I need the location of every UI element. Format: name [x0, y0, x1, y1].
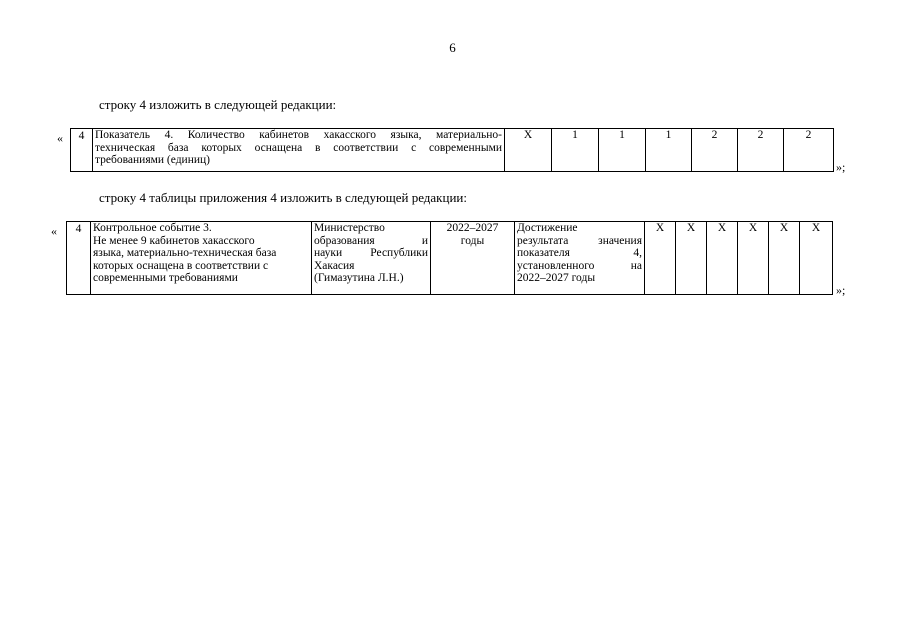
result-line: показателя 4, — [517, 247, 642, 259]
event-line: которых оснащена в соответствии с — [93, 259, 269, 272]
result-line: результата значения — [517, 234, 642, 247]
page-number: 6 — [449, 40, 456, 55]
executor-line: (Гимазутина Л.Н.) — [314, 272, 404, 284]
value-cell: 2 — [738, 129, 784, 172]
event-line: современными требованиями — [93, 272, 238, 284]
value-cell: 1 — [646, 129, 692, 172]
value-cell: 2 — [692, 129, 738, 172]
value-cell: Х — [707, 222, 738, 295]
executor-line: Хакасия — [314, 259, 355, 272]
value-cell: Х — [645, 222, 676, 295]
indicator-table — [70, 128, 834, 172]
closing-quote: »; — [836, 283, 846, 297]
period-cell — [431, 222, 515, 295]
value-cell: Х — [505, 129, 552, 172]
instruction-row-4: строку 4 изложить в следующей редакции: — [99, 97, 337, 112]
closing-quote: »; — [836, 160, 846, 174]
opening-quote: « — [51, 224, 57, 238]
result-line: установленного на — [517, 259, 642, 272]
value-cell: 2 — [784, 129, 834, 172]
executor-cell — [312, 222, 431, 295]
control-event-cell — [91, 222, 312, 295]
opening-quote: « — [57, 131, 63, 145]
event-line: Контрольное событие 3. — [93, 222, 212, 234]
table-row — [67, 222, 833, 295]
value-cell: Х — [769, 222, 800, 295]
indicator-line: требованиями (единиц) — [95, 154, 210, 166]
executor-line: Министерство — [314, 222, 385, 234]
result-cell — [515, 222, 645, 295]
event-line: языка, материально-техническая база — [93, 247, 277, 259]
value-cell: Х — [676, 222, 707, 295]
indicator-line: Показатель 4. Количество кабинетов хакасского языка, материально- — [95, 129, 502, 141]
control-event-table — [66, 221, 833, 295]
executor-line: науки Республики — [314, 247, 428, 259]
value-cell: 1 — [552, 129, 599, 172]
row-number-cell: 4 — [71, 129, 93, 172]
indicator-line: техническая база которых оснащена в соответствии с современными — [95, 141, 502, 154]
row-number-cell: 4 — [67, 222, 91, 295]
period-line: 2022–2027 — [446, 222, 499, 234]
table-row — [71, 129, 834, 172]
period-line: годы — [460, 234, 485, 247]
result-line: 2022–2027 годы — [517, 272, 596, 284]
value-cell: Х — [800, 222, 833, 295]
value-cell: Х — [738, 222, 769, 295]
instruction-appendix-4: строку 4 таблицы приложения 4 изложить в следующей редакции: — [99, 190, 467, 205]
indicator-name-cell — [93, 129, 505, 172]
event-line: Не менее 9 кабинетов хакасского — [93, 234, 255, 247]
executor-line: образования и — [314, 234, 428, 247]
result-line: Достижение — [517, 222, 578, 234]
value-cell: 1 — [599, 129, 646, 172]
